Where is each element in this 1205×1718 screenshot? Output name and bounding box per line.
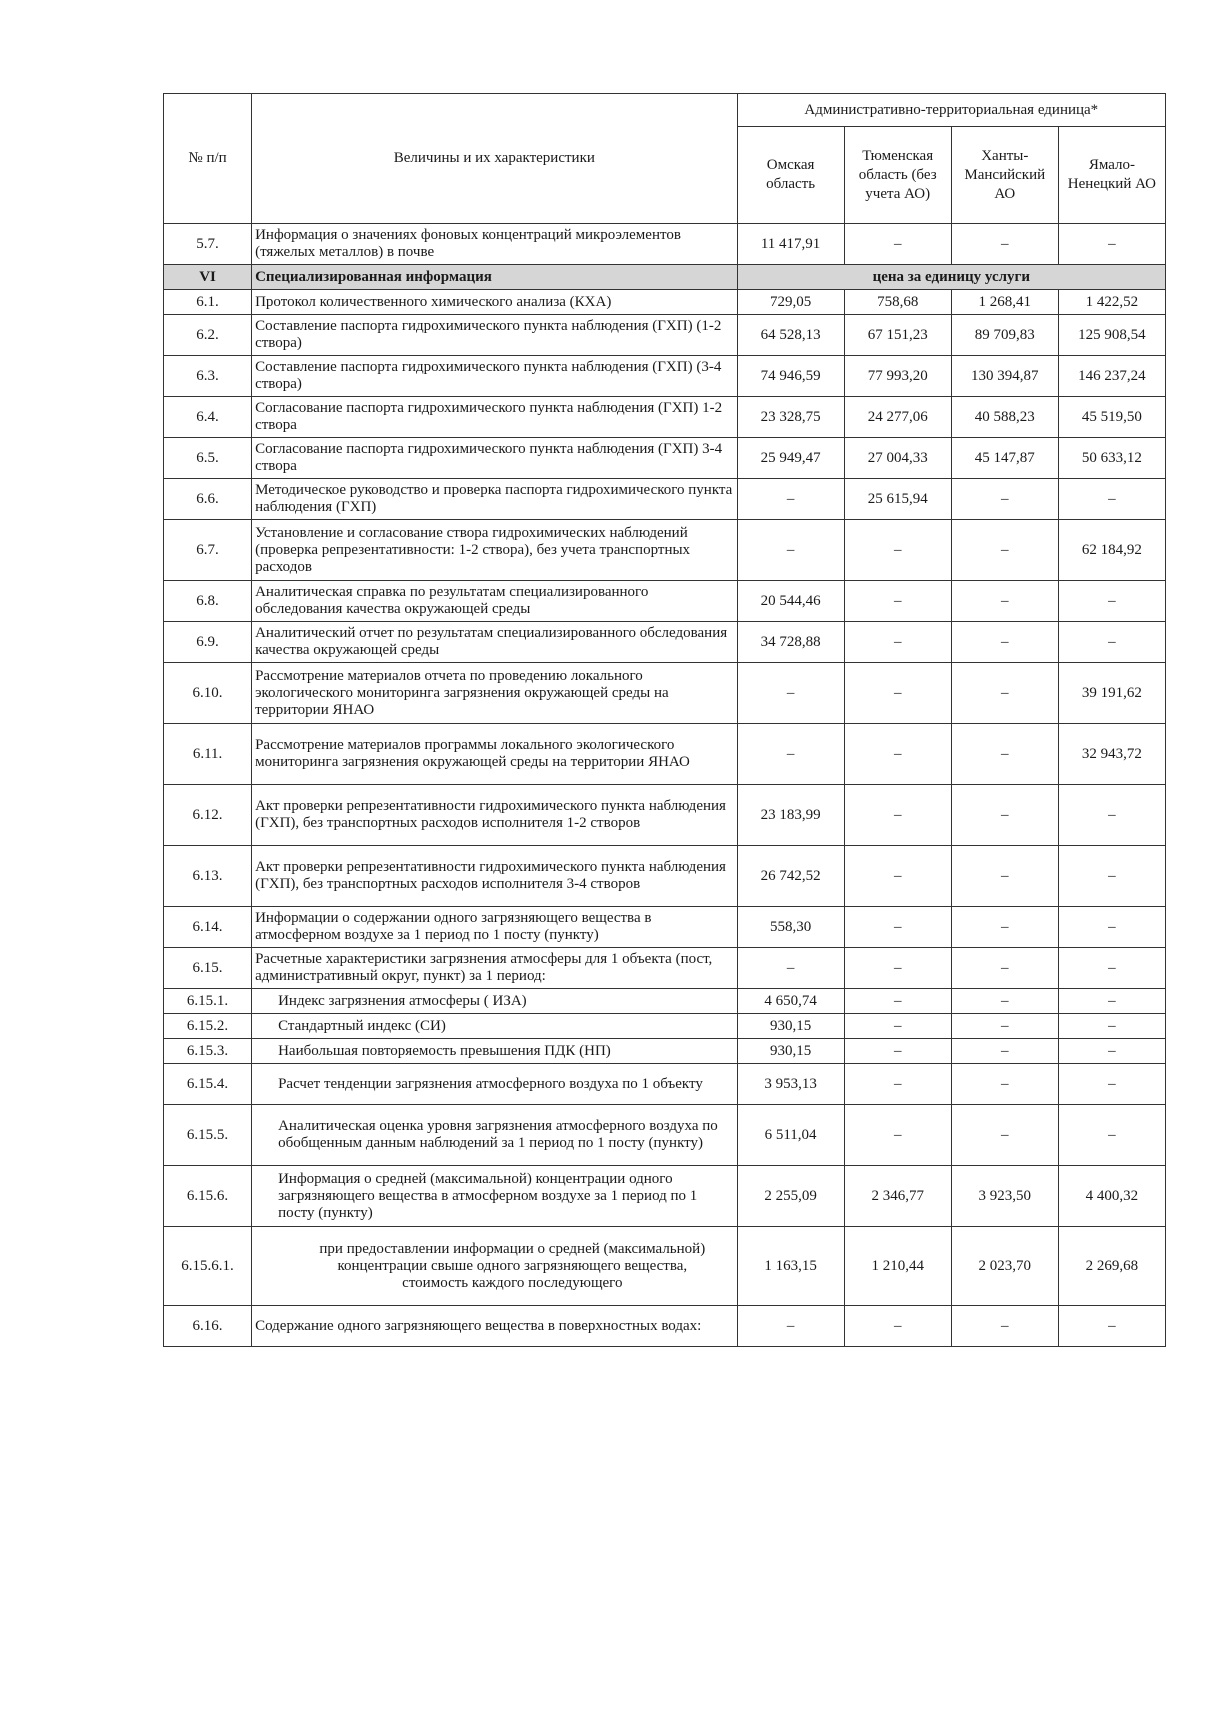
header-group: Административно-территориальная единица* xyxy=(737,94,1165,127)
row-value: – xyxy=(737,663,844,724)
row-number: 6.15.5. xyxy=(164,1105,252,1166)
row-description: Рассмотрение материалов отчета по проведению локального экологического мониторинга загрязнения окружающей среды на территории ЯНАО xyxy=(252,663,737,724)
row-value: 6 511,04 xyxy=(737,1105,844,1166)
row-value: 1 210,44 xyxy=(844,1227,951,1306)
row-value: – xyxy=(951,1039,1058,1064)
row-description: Методическое руководство и проверка паспорта гидрохимического пункта наблюдения (ГХП) xyxy=(252,479,737,520)
row-number: 6.15.6.1. xyxy=(164,1227,252,1306)
row-value: – xyxy=(951,1105,1058,1166)
row-value: – xyxy=(951,724,1058,785)
row-number: 6.6. xyxy=(164,479,252,520)
row-number: 6.16. xyxy=(164,1306,252,1347)
row-value: – xyxy=(844,724,951,785)
table-row xyxy=(164,948,1166,989)
row-value: 1 422,52 xyxy=(1058,290,1165,315)
row-number: 6.15.1. xyxy=(164,989,252,1014)
row-value: – xyxy=(951,622,1058,663)
table-body xyxy=(164,224,1166,1347)
row-value: – xyxy=(1058,989,1165,1014)
header-region-yanao: Ямало-Ненецкий АО xyxy=(1058,127,1165,224)
row-description: Составление паспорта гидрохимического пункта наблюдения (ГХП) (1-2 створа) xyxy=(252,315,737,356)
row-number: 6.5. xyxy=(164,438,252,479)
section-price-label: цена за единицу услуги xyxy=(737,265,1165,290)
row-description: Наибольшая повторяемость превышения ПДК (НП) xyxy=(252,1039,737,1064)
row-value: 27 004,33 xyxy=(844,438,951,479)
row-value: 2 023,70 xyxy=(951,1227,1058,1306)
row-value: – xyxy=(844,1105,951,1166)
row-value: – xyxy=(951,520,1058,581)
row-value: – xyxy=(844,520,951,581)
row-value: 67 151,23 xyxy=(844,315,951,356)
table-row xyxy=(164,989,1166,1014)
row-number: 6.15. xyxy=(164,948,252,989)
table-row xyxy=(164,224,1166,265)
row-value: – xyxy=(1058,581,1165,622)
row-value: 62 184,92 xyxy=(1058,520,1165,581)
row-number: 6.15.6. xyxy=(164,1166,252,1227)
table-row xyxy=(164,1064,1166,1105)
table-row xyxy=(164,1039,1166,1064)
row-number: 6.15.4. xyxy=(164,1064,252,1105)
row-value: – xyxy=(1058,1064,1165,1105)
row-value: – xyxy=(951,1306,1058,1347)
row-description: Аналитическая оценка уровня загрязнения атмосферного воздуха по обобщенным данным наблюдений за 1 период по 1 посту (пункту) xyxy=(252,1105,737,1166)
row-description: Информации о содержании одного загрязняющего вещества в атмосферном воздухе за 1 период по 1 посту (пункту) xyxy=(252,907,737,948)
row-value: 2 269,68 xyxy=(1058,1227,1165,1306)
row-value: 24 277,06 xyxy=(844,397,951,438)
row-number: 6.2. xyxy=(164,315,252,356)
row-value: – xyxy=(1058,785,1165,846)
row-value: 64 528,13 xyxy=(737,315,844,356)
row-value: – xyxy=(1058,846,1165,907)
section-num: VI xyxy=(164,265,252,290)
row-description: Составление паспорта гидрохимического пункта наблюдения (ГХП) (3-4 створа) xyxy=(252,356,737,397)
row-number: 6.14. xyxy=(164,907,252,948)
row-value: 50 633,12 xyxy=(1058,438,1165,479)
row-value: – xyxy=(951,479,1058,520)
row-value: 3 923,50 xyxy=(951,1166,1058,1227)
row-value: 45 519,50 xyxy=(1058,397,1165,438)
row-value: – xyxy=(844,224,951,265)
row-value: – xyxy=(737,479,844,520)
row-description: Установление и согласование створа гидрохимических наблюдений (проверка репрезентативности: 1-2 створа), без учета транспортных расходов xyxy=(252,520,737,581)
row-description: Протокол количественного химического анализа (КХА) xyxy=(252,290,737,315)
row-value: – xyxy=(1058,479,1165,520)
row-value: – xyxy=(1058,1105,1165,1166)
table-row xyxy=(164,622,1166,663)
row-value: – xyxy=(844,663,951,724)
row-description: при предоставлении информации о средней (максимальной) концентрации свыше одного загрязняющего вещества, стоимость каждого последующего xyxy=(252,1227,737,1306)
row-value: 23 328,75 xyxy=(737,397,844,438)
row-value: 11 417,91 xyxy=(737,224,844,265)
row-description: Стандартный индекс (СИ) xyxy=(252,1014,737,1039)
row-value: – xyxy=(844,622,951,663)
row-value: – xyxy=(1058,948,1165,989)
row-number: 6.15.2. xyxy=(164,1014,252,1039)
row-value: – xyxy=(1058,1039,1165,1064)
row-description: Информация о средней (максимальной) концентрации одного загрязняющего вещества в атмосферном воздухе за 1 период по 1 посту (пункту) xyxy=(252,1166,737,1227)
section-title: Специализированная информация xyxy=(252,265,737,290)
row-value: 25 615,94 xyxy=(844,479,951,520)
row-description: Аналитический отчет по результатам специализированного обследования качества окружающей среды xyxy=(252,622,737,663)
row-value: – xyxy=(951,663,1058,724)
row-value: 2 346,77 xyxy=(844,1166,951,1227)
row-value: – xyxy=(844,785,951,846)
table-row xyxy=(164,520,1166,581)
row-number: 6.11. xyxy=(164,724,252,785)
row-number: 6.9. xyxy=(164,622,252,663)
row-value: 146 237,24 xyxy=(1058,356,1165,397)
row-value: 558,30 xyxy=(737,907,844,948)
table-row xyxy=(164,397,1166,438)
row-value: – xyxy=(737,724,844,785)
row-number: 6.1. xyxy=(164,290,252,315)
row-number: 6.8. xyxy=(164,581,252,622)
row-number: 6.13. xyxy=(164,846,252,907)
row-value: – xyxy=(844,1064,951,1105)
row-value: 74 946,59 xyxy=(737,356,844,397)
row-value: – xyxy=(951,1064,1058,1105)
row-value: 130 394,87 xyxy=(951,356,1058,397)
header-region-tyumen: Тюменская область (без учета АО) xyxy=(844,127,951,224)
row-value: 34 728,88 xyxy=(737,622,844,663)
row-value: 77 993,20 xyxy=(844,356,951,397)
table-row xyxy=(164,290,1166,315)
row-description: Расчет тенденции загрязнения атмосферного воздуха по 1 объекту xyxy=(252,1064,737,1105)
row-description: Аналитическая справка по результатам специализированного обследования качества окружающей среды xyxy=(252,581,737,622)
row-value: 3 953,13 xyxy=(737,1064,844,1105)
row-value: – xyxy=(951,907,1058,948)
row-value: – xyxy=(844,989,951,1014)
row-value: – xyxy=(1058,622,1165,663)
row-description: Информация о значениях фоновых концентраций микроэлементов (тяжелых металлов) в почве xyxy=(252,224,737,265)
row-description: Индекс загрязнения атмосферы ( ИЗА) xyxy=(252,989,737,1014)
row-value: – xyxy=(951,989,1058,1014)
row-value: – xyxy=(1058,1014,1165,1039)
row-value: 89 709,83 xyxy=(951,315,1058,356)
row-value: 1 163,15 xyxy=(737,1227,844,1306)
section-row xyxy=(164,265,1166,290)
row-description: Расчетные характеристики загрязнения атмосферы для 1 объекта (пост, административный округ, пункт) за 1 период: xyxy=(252,948,737,989)
row-value: – xyxy=(951,224,1058,265)
header-num: № п/п xyxy=(164,94,252,224)
row-value: 40 588,23 xyxy=(951,397,1058,438)
row-value: 25 949,47 xyxy=(737,438,844,479)
table-row xyxy=(164,1166,1166,1227)
row-value: 39 191,62 xyxy=(1058,663,1165,724)
header-region-omsk: Омская область xyxy=(737,127,844,224)
row-value: – xyxy=(844,948,951,989)
row-number: 6.12. xyxy=(164,785,252,846)
row-description: Акт проверки репрезентативности гидрохимического пункта наблюдения (ГХП), без транспортных расходов исполнителя 1-2 створов xyxy=(252,785,737,846)
row-value: – xyxy=(844,907,951,948)
row-description: Согласование паспорта гидрохимического пункта наблюдения (ГХП) 3-4 створа xyxy=(252,438,737,479)
row-description: Акт проверки репрезентативности гидрохимического пункта наблюдения (ГХП), без транспортных расходов исполнителя 3-4 створов xyxy=(252,846,737,907)
row-description: Согласование паспорта гидрохимического пункта наблюдения (ГХП) 1-2 створа xyxy=(252,397,737,438)
table-row xyxy=(164,1105,1166,1166)
tariff-table xyxy=(163,93,1166,1347)
row-value: – xyxy=(951,785,1058,846)
row-value: – xyxy=(844,1039,951,1064)
row-value: – xyxy=(951,1014,1058,1039)
row-value: – xyxy=(737,1306,844,1347)
row-value: – xyxy=(737,948,844,989)
table-row xyxy=(164,785,1166,846)
table-row xyxy=(164,663,1166,724)
row-number: 6.4. xyxy=(164,397,252,438)
header-desc: Величины и их характеристики xyxy=(252,94,737,224)
row-description: Содержание одного загрязняющего вещества в поверхностных водах: xyxy=(252,1306,737,1347)
row-value: – xyxy=(951,948,1058,989)
table-row xyxy=(164,315,1166,356)
table-row xyxy=(164,479,1166,520)
table-row xyxy=(164,356,1166,397)
row-value: 4 650,74 xyxy=(737,989,844,1014)
row-number: 6.3. xyxy=(164,356,252,397)
row-value: – xyxy=(1058,907,1165,948)
row-value: – xyxy=(951,581,1058,622)
row-value: 32 943,72 xyxy=(1058,724,1165,785)
table-row xyxy=(164,1014,1166,1039)
table-row xyxy=(164,907,1166,948)
table-row xyxy=(164,846,1166,907)
table-row xyxy=(164,1227,1166,1306)
row-value: 729,05 xyxy=(737,290,844,315)
row-value: 45 147,87 xyxy=(951,438,1058,479)
row-value: – xyxy=(844,1014,951,1039)
row-description: Рассмотрение материалов программы локального экологического мониторинга загрязнения окружающей среды на территории ЯНАО xyxy=(252,724,737,785)
row-number: 6.10. xyxy=(164,663,252,724)
row-value: 758,68 xyxy=(844,290,951,315)
row-value: – xyxy=(844,846,951,907)
row-value: 23 183,99 xyxy=(737,785,844,846)
row-value: 20 544,46 xyxy=(737,581,844,622)
row-value: 4 400,32 xyxy=(1058,1166,1165,1227)
row-number: 6.15.3. xyxy=(164,1039,252,1064)
row-number: 5.7. xyxy=(164,224,252,265)
row-value: – xyxy=(951,846,1058,907)
table-row xyxy=(164,581,1166,622)
row-value: 930,15 xyxy=(737,1014,844,1039)
row-value: 2 255,09 xyxy=(737,1166,844,1227)
table-row xyxy=(164,438,1166,479)
row-value: 930,15 xyxy=(737,1039,844,1064)
row-value: – xyxy=(844,1306,951,1347)
header-region-khmao: Ханты-Мансийский АО xyxy=(951,127,1058,224)
row-value: – xyxy=(1058,224,1165,265)
row-value: 125 908,54 xyxy=(1058,315,1165,356)
table-row xyxy=(164,724,1166,785)
row-value: – xyxy=(844,581,951,622)
row-number: 6.7. xyxy=(164,520,252,581)
row-value: – xyxy=(1058,1306,1165,1347)
row-value: 26 742,52 xyxy=(737,846,844,907)
table-row xyxy=(164,1306,1166,1347)
row-value: 1 268,41 xyxy=(951,290,1058,315)
row-value: – xyxy=(737,520,844,581)
